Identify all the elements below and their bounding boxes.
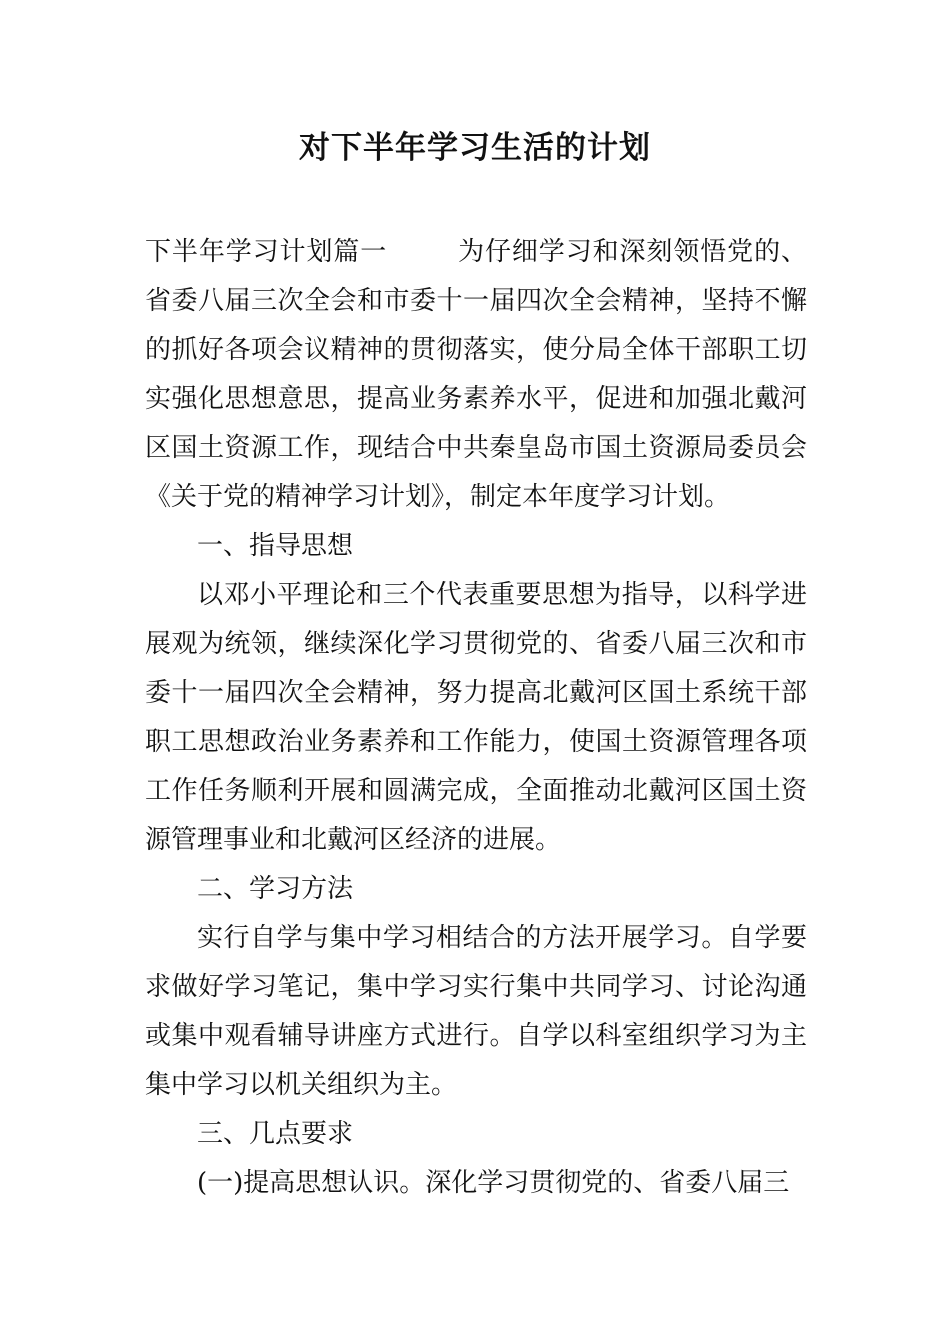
section3-item1: (一)提高思想认识。深化学习贯彻党的、省委八届三 [197,1168,790,1198]
section2-paragraph: 实行自学与集中学习相结合的方法开展学习。自学要求做好学习笔记，集中学习实行集中共同学习、讨论沟通或集中观看辅导讲座方式进行。自学以科室组织学习为主集中学习以机关组织为主。 [145,923,807,1100]
document-body [145,228,807,1208]
intro-text: 为仔细学习和深刻领悟党的、省委八届三次全会和市委十一届四次全会精神，坚持不懈的抓好各项会议精神的贯彻落实，使分局全体干部职工切实强化思想意思，提高业务素养水平，促进和加强北戴河区国土资源工作，现结合中共秦皇岛市国土资源局委员会《关于党的精神学习计划》，制定本年度学习计划。 [145,237,807,512]
intro-paragraph [145,228,807,522]
document-title: 对下半年学习生活的计划 [299,130,651,166]
section1-heading: 一、指导思想 [197,531,354,561]
section1-paragraph: 以邓小平理论和三个代表重要思想为指导，以科学进展观为统领，继续深化学习贯彻党的、省委八届三次和市委十一届四次全会精神，努力提高北戴河区国土系统干部职工思想政治业务素养和工作能力，使国土资源管理各项工作任务顺利开展和圆满完成，全面推动北戴河区国土资源管理事业和北戴河区经济的进展。 [145,580,807,855]
section2-heading: 二、学习方法 [197,874,354,904]
section3-heading: 三、几点要求 [197,1119,354,1149]
intro-label: 下半年学习计划篇一 [145,237,388,267]
